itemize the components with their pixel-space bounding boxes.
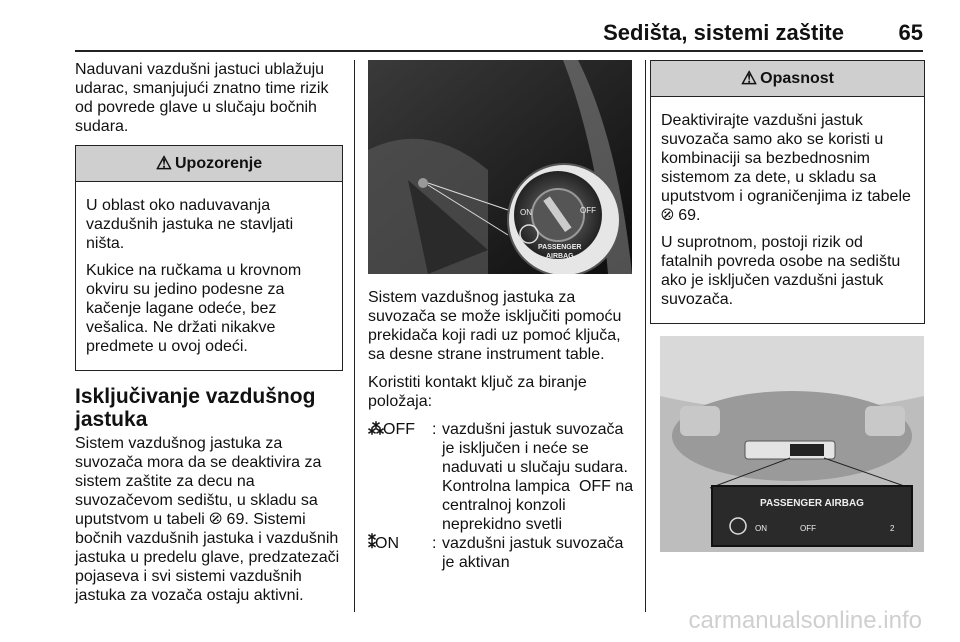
roof-label-2: 2: [890, 524, 895, 533]
watermark: carmanualsonline.info: [688, 607, 922, 634]
section-body: Sistem vazdušnog jastuka za suvozača mora da se deaktivira za sistem zaštite za decu na suvozačevom sedištu, u skladu sa uputstvom u tabeli ⦼ 69. Sistemi bočnih vazdušnih jastuka i vazdušnih jastuka u predelu glave, predzatezači pojaseva i svi sistemi vazdušnih jastuka za vozača ostaju aktivni.: [75, 435, 340, 604]
middle-paragraph-2: Koristiti kontakt ključ za biranje položaja:: [368, 374, 587, 410]
warning-paragraph-1: U oblast oko naduvavanja vazdušnih jastuka ne stavljati ništa.: [86, 197, 294, 252]
danger-paragraph-2: U suprotnom, postoji rizik od fatalnih povreda osobe na sedištu ako je isključen vazdušni jastuk suvozača.: [661, 234, 901, 308]
figure-label-off: OFF: [580, 206, 596, 215]
column-divider-1: [354, 60, 355, 612]
middle-paragraph-1: Sistem vazdušnog jastuka za suvozača se može isključiti pomoću prekidača koji radi uz pomoć ključa, sa desne strane instrument table.: [368, 289, 622, 363]
header-divider: [75, 50, 923, 52]
column-right: [650, 60, 925, 552]
column-middle: [368, 60, 634, 572]
danger-icon: ⚠: [741, 68, 758, 88]
danger-body: [651, 97, 924, 323]
warning-box: [75, 145, 343, 371]
key-switch-illustration: [368, 60, 632, 274]
definition-off-term: OFF: [383, 421, 415, 438]
key-switch-figure: [368, 60, 632, 274]
definition-on-term: ON: [375, 535, 399, 552]
danger-header: [651, 61, 924, 97]
figure-label-airbag: AIRBAG: [546, 253, 574, 260]
danger-box: [650, 60, 925, 324]
danger-title: Opasnost: [760, 70, 834, 87]
warning-icon: ⚠: [155, 153, 172, 173]
passenger-seat-on-icon: ⁑: [368, 535, 375, 552]
warning-header: [76, 146, 342, 182]
page-header-title: Sedišta, sistemi zaštite: [603, 20, 844, 45]
passenger-seat-off-icon: ⁂: [368, 421, 383, 438]
definition-on: ⁑ON : vazdušni jastuk suvozača je aktivan: [368, 534, 634, 572]
roof-console-figure: [660, 336, 924, 552]
figure-label-passenger: PASSENGER: [538, 244, 582, 251]
roof-label-passenger-airbag: PASSENGER AIRBAG: [760, 498, 864, 509]
warning-body: [76, 182, 342, 370]
section-title: Isključivanje vazdušnog jastuka: [75, 385, 316, 431]
definition-off-text: vazdušni jastuk suvozača je isključen i neće se naduvati u slučaju sudara. Kontrolna lampica OFF na centralnoj konzoli neprekidno svetli: [442, 421, 634, 533]
page-number: 65: [898, 20, 923, 45]
definition-on-text: vazdušni jastuk suvozača je aktivan: [442, 535, 624, 571]
figure-label-on: ON: [520, 208, 532, 217]
warning-title: Upozorenje: [175, 155, 263, 172]
roof-label-on: ON: [755, 524, 767, 533]
column-left: [75, 60, 343, 614]
danger-paragraph-1: Deaktivirajte vazdušni jastuk suvozača samo ako se koristi u kombinaciji sa bezbednosnim sistemom za dete, u skladu sa uputstvom i ograničenjima iz tabele ⦼ 69.: [661, 112, 911, 224]
roof-console-illustration: [660, 336, 924, 552]
roof-label-off: OFF: [800, 524, 816, 533]
definition-off: ⁂OFF : vazdušni jastuk suvozača je isključen i neće se naduvati u slučaju sudara. Kontrolna lampica OFF na centralnoj konzoli neprekidno svetli: [368, 421, 634, 533]
intro-paragraph: Naduvani vazdušni jastuci ublažuju udarac, smanjujući znatno time rizik od povrede glave u slučaju bočnih sudara.: [75, 61, 329, 135]
warning-paragraph-2: Kukice na ručkama u krovnom okviru su jedino podesne za kačenje lagane odeće, bez vešalica. Ne držati nikakve predmete u ovoj odeći.: [86, 262, 302, 355]
column-divider-2: [645, 60, 646, 612]
